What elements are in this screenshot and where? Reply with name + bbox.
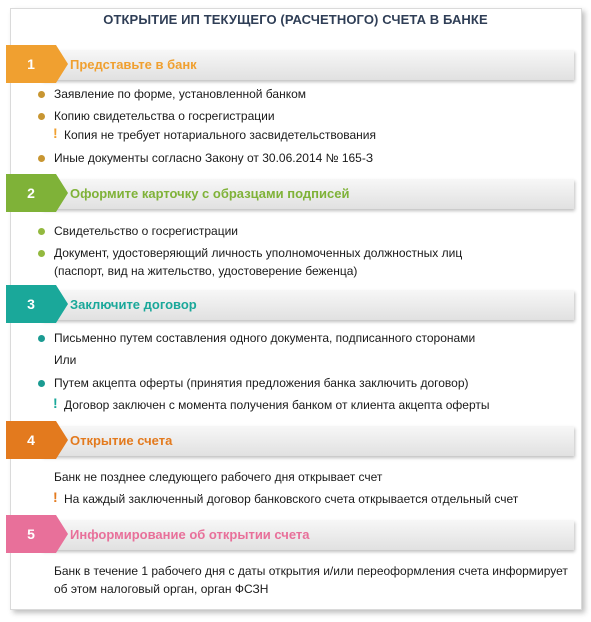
step-1-item-3: Иные документы согласно Закону от 30.06.2014 № 165-З	[54, 151, 374, 165]
step-5-number: 5	[27, 526, 35, 542]
step-3-item-2: Путем акцепта оферты (принятия предложения банка заключить договор)	[54, 376, 469, 390]
step-5-item-2: об этом налоговый орган, орган ФСЗН	[54, 582, 269, 596]
diagram-title: ОТКРЫТИЕ ИП ТЕКУЩЕГО (РАСЧЕТНОГО) СЧЕТА В БАНКЕ	[103, 12, 488, 27]
bullet-dot	[38, 335, 45, 342]
step-3-label: Заключите договор	[70, 297, 197, 312]
step-4-note: На каждый заключенный договор банковского счета открывается отдельный счет	[64, 492, 519, 506]
bullet-dot	[38, 91, 45, 98]
step-3-number: 3	[27, 296, 35, 312]
bullet-dot	[38, 155, 45, 162]
step-1-label: Представьте в банк	[70, 57, 197, 72]
step-2-item-2-cont: (паспорт, вид на жительство, удостоверение беженца)	[54, 264, 358, 278]
bullet-dot	[38, 228, 45, 235]
step-4-label: Открытие счета	[70, 433, 173, 448]
step-4-header	[0, 420, 591, 470]
step-2-item-2: Документ, удостоверяющий личность уполномоченных должностных лиц	[54, 246, 463, 260]
step-3-item-1: Письменно путем составления одного документа, подписанного сторонами	[54, 331, 476, 345]
step-1-number: 1	[27, 56, 35, 72]
bullet-dot	[38, 113, 45, 120]
bullet-dot	[38, 250, 45, 257]
step-4-item-1: Банк не позднее следующего рабочего дня открывает счет	[54, 470, 383, 484]
exclamation-icon: !	[53, 125, 58, 141]
step-5-label: Информирование об открытии счета	[70, 527, 310, 542]
step-3-or: Или	[54, 353, 77, 367]
step-2-label: Оформите карточку с образцами подписей	[70, 186, 350, 201]
step-2-header	[0, 173, 591, 223]
step-1-item-2: Копию свидетельства о госрегистрации	[54, 109, 275, 123]
step-4-number: 4	[27, 432, 35, 448]
bullet-dot	[38, 380, 45, 387]
step-3-header	[0, 284, 591, 334]
step-3-note: Договор заключен с момента получения банком от клиента акцепта оферты	[64, 398, 490, 412]
step-1-item-1: Заявление по форме, установленной банком	[54, 87, 306, 101]
exclamation-icon: !	[53, 395, 58, 411]
exclamation-icon: !	[53, 489, 58, 505]
step-5-item-1: Банк в течение 1 рабочего дня с даты открытия и/или переоформления счета информирует	[54, 564, 568, 578]
step-2-item-1: Свидетельство о госрегистрации	[54, 224, 239, 238]
step-1-note: Копия не требует нотариального засвидетельствования	[64, 128, 376, 142]
step-5-header	[0, 514, 591, 564]
step-2-number: 2	[27, 185, 35, 201]
